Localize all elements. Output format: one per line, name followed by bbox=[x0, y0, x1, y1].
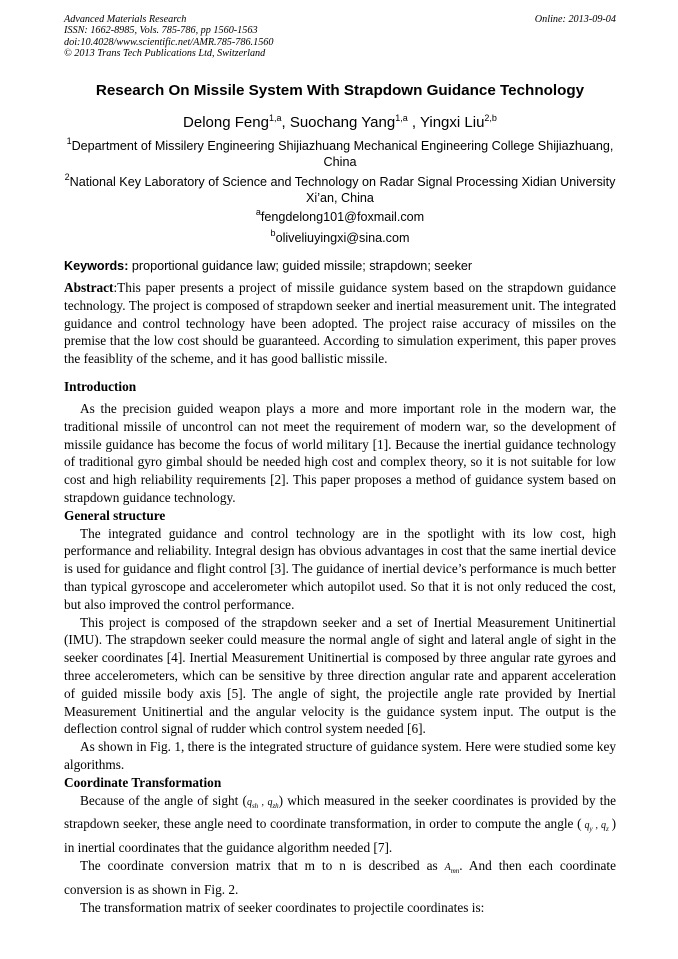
general-structure-heading: General structure bbox=[64, 507, 166, 523]
text-segment: ) which measured in the seeker coordinates is provided by the strapdown seeker, these angle need to coordinate transformation, in order to compute the angle ( bbox=[64, 792, 617, 832]
math-subscript: z bbox=[605, 825, 609, 834]
issn-line: ISSN: 1662-8985, Vols. 785-786, pp 1560-1563 bbox=[64, 25, 258, 37]
abstract bbox=[64, 279, 616, 368]
journal-header bbox=[64, 14, 616, 59]
coordinate-paragraph-2 bbox=[64, 857, 616, 899]
author-superscript: 1,a bbox=[268, 113, 282, 123]
math-symbol: q bbox=[267, 796, 273, 808]
math-subscript: sh bbox=[251, 801, 259, 810]
journal-name: Advanced Materials Research bbox=[64, 14, 187, 25]
math-q-yz: $q_y$ , $q_z$ bbox=[584, 820, 609, 834]
online-date: Online: 2013-09-04 bbox=[534, 14, 616, 25]
math-subscript: zh bbox=[272, 801, 279, 810]
math-A-mn bbox=[445, 862, 460, 873]
math-symbol: q bbox=[600, 820, 606, 832]
general-paragraph-1: The integrated guidance and control technology are in the spotlight with its low cost, high performance and reliability. Integral design has obvious advantages in cost that the same inertial device is used for guidance and flight control [3]. The guidance of inertial device’s performance is much better than typical gyroscope and accelerometer which autopilot used. So that it is not only reduced the cost, but also improved the control performance. bbox=[64, 525, 616, 612]
keywords-label: Keywords: bbox=[64, 259, 129, 273]
email-text: oliveliuyingxi@sina.com bbox=[275, 231, 410, 245]
email-superscript: a bbox=[255, 207, 261, 217]
author-name: Delong Feng bbox=[183, 114, 269, 131]
email-a bbox=[64, 207, 616, 224]
text-segment: Because of the angle of sight ( bbox=[80, 792, 247, 808]
math-q-sh: $q_{sh}$ , $q_{zh}$ bbox=[246, 796, 279, 810]
email-text: fengdelong101@foxmail.com bbox=[260, 210, 425, 224]
paper-title: Research On Missile System With Strapdown Guidance Technology bbox=[95, 82, 585, 99]
keywords bbox=[64, 259, 616, 273]
email-superscript: b bbox=[270, 228, 276, 238]
text-segment: . And then each coordinate conversion is as shown in Fig. 2. bbox=[64, 857, 616, 897]
doi-line: doi:10.4028/www.scientific.net/AMR.785-786.1560 bbox=[64, 36, 274, 48]
author-superscript: 1,a bbox=[395, 113, 408, 123]
author-list: Delong Feng$^{1,a}$, Suochang Yang$^{1,a}$ , Yingxi Liu$^{2,b}$ bbox=[183, 113, 497, 131]
author-superscript: 2,b bbox=[484, 113, 497, 123]
text-segment: The coordinate conversion matrix that m to n is described as bbox=[80, 857, 445, 873]
math-symbol: q bbox=[584, 820, 590, 832]
general-paragraph-2: This project is composed of the strapdown seeker and a set of Inertial Measurement Unitinertial (IMU). The strapdown seeker could measure the normal angle of sight and lateral angle of sight in the seeker coordinates [4]. Inertial Measurement Unitinertial is composed by three angular rate gyroes and three accelerometers, which can be sensitive by three direction angular rate and apparent acceleration of guided missile body axis [5]. The angle of sight, the projectile angle rate provided by Inertial Measurement Unitinertial and the angular velocity is the guidance system input. The output is the deflection control signal of rudder which control system needed [6]. bbox=[64, 614, 616, 737]
math-subscript: y bbox=[589, 825, 593, 834]
affiliation-superscript: 2 bbox=[64, 172, 70, 182]
abstract-label: Abstract bbox=[64, 280, 114, 295]
general-paragraph-3: As shown in Fig. 1, there is the integrated structure of guidance system. Here were studied some key algorithms. bbox=[64, 739, 616, 772]
math-symbol: q bbox=[246, 796, 252, 808]
keywords-text: proportional guidance law; guided missile; strapdown; seeker bbox=[128, 259, 473, 273]
email-b bbox=[64, 228, 616, 245]
abstract-text: :This paper presents a project of missile guidance system based on the strapdown guidance technology. The project is composed of strapdown seeker and inertial measurement unit. The integrated guidance and control technology have been adopted. The project raise accuracy of missiles on the premise that the low cost should be guaranteed. According to simulation experiment, this paper proves the feasiblity of the scheme, and it has good ballistic missile. bbox=[64, 280, 616, 367]
affiliation-text: Department of Missilery Engineering Shijiazhuang Mechanical Engineering College Shijiazhuang, China bbox=[71, 139, 614, 169]
author-name: Suochang Yang bbox=[289, 114, 396, 131]
author-name: Yingxi Liu bbox=[419, 114, 485, 131]
affiliation-2 bbox=[64, 174, 616, 206]
introduction-heading: Introduction bbox=[64, 379, 137, 394]
coordinate-paragraph-1 bbox=[64, 792, 616, 857]
affiliation-text: National Key Laboratory of Science and Technology on Radar Signal Processing Xidian University Xi’an, China bbox=[69, 175, 616, 205]
affiliation-1 bbox=[64, 138, 616, 170]
text-segment: ) in inertial coordinates that the guidance algorithm needed [7]. bbox=[64, 816, 617, 856]
affiliation-superscript: 1 bbox=[66, 136, 72, 146]
math-subscript: mn bbox=[450, 866, 460, 875]
math-symbol: A bbox=[444, 861, 451, 873]
introduction-paragraph: As the precision guided weapon plays a more and more important role in the modern war, the traditional missile of uncontrol can not meet the requirement of modern war, so the development of missile guidance has become the focus of world military [1]. Because the inertial guidance technology of traditional gyro gimbal should be needed high cost and complex theory, so it is not suitable for low cost and high reliability requirements [2]. This paper proposes a method of guidance system based on strapdown guidance technology. bbox=[64, 401, 616, 505]
coordinate-transformation-heading: Coordinate Transformation bbox=[64, 774, 222, 790]
main-body bbox=[64, 400, 616, 916]
copyright-line: © 2013 Trans Tech Publications Ltd, Switzerland bbox=[64, 47, 266, 59]
coordinate-paragraph-3: The transformation matrix of seeker coordinates to projectile coordinates is: bbox=[80, 899, 485, 915]
